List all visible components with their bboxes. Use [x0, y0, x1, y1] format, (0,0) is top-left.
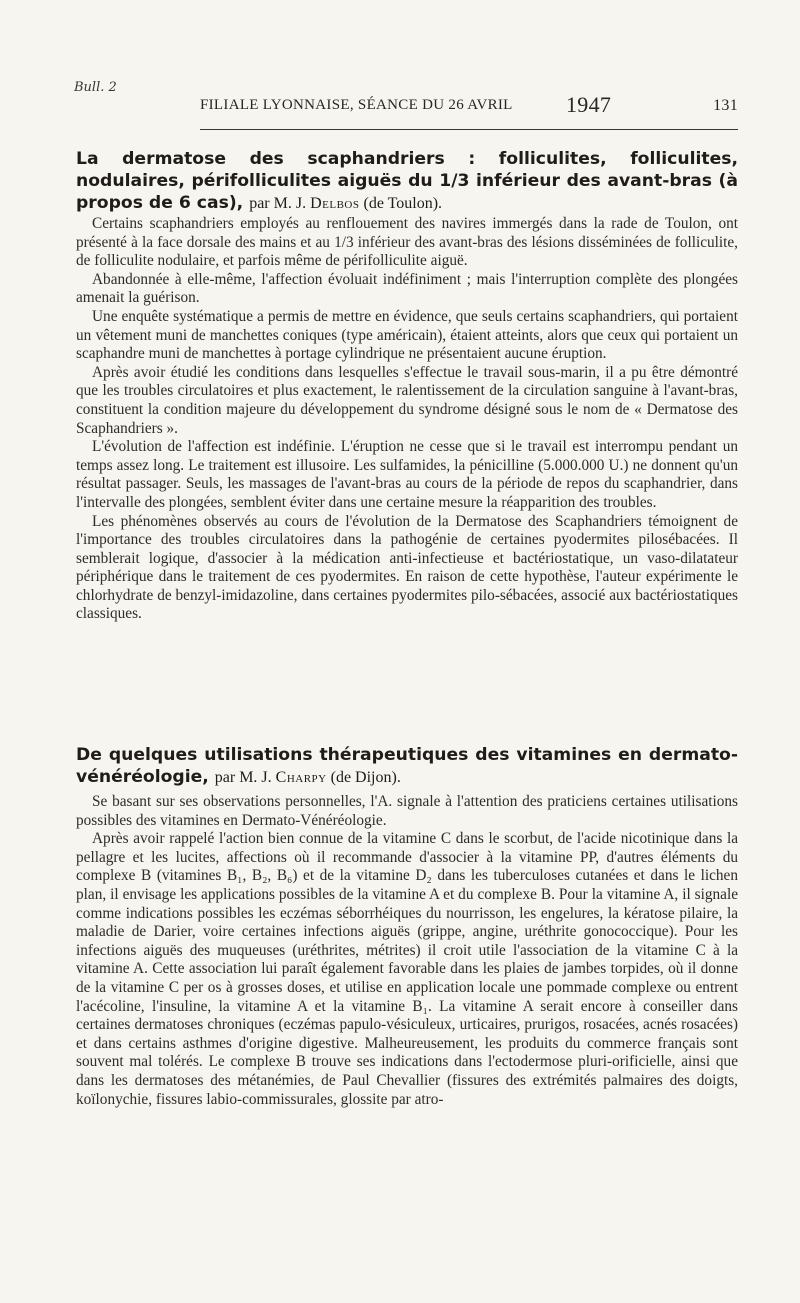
article-author [215, 769, 401, 786]
author-name: Delbos [310, 195, 360, 212]
paragraph: Une enquête systématique a permis de mettre en évidence, que seuls certains scaphandriers, qui portaient un vêtement muni de manchettes coniques (type américain), étaient atteints, alors que ceux qui portaient un scaphandre muni de manchettes à portage cylindrique ne présentaient aucune éruption. [76, 307, 738, 363]
article-title-text: La dermatose des scaphandriers : folliculites, folliculites, nodulaires, périfolliculites aiguës du 1/3 inférieur des avant-bras (à propos de 6 cas), [76, 149, 738, 213]
article-title-1 [76, 148, 738, 215]
article-title-2 [76, 744, 738, 789]
paragraph: Certains scaphandriers employés au renflouement des navires immergés dans la rade de Toulon, ont présenté à la face dorsale des mains et au 1/3 inférieur des avant-bras des lésions disséminées de folliculite, de folliculite nodulaire, et parfois même de périfolliculite aiguë. [76, 215, 738, 270]
article-author [249, 195, 442, 212]
paragraph: Abandonnée à elle-même, l'affection évoluait indéfiniment ; mais l'interruption complète des plongées amenait la guérison. [76, 270, 738, 307]
article-body-1 [76, 215, 738, 624]
paragraph: Après avoir étudié les conditions dans lesquelles s'effectue le travail sous-marin, il a pu être démontré que les troubles circulatoires et plus exactement, le ralentissement de la circulation sanguine à l'avant-bras, constituent la condition majeure du développement du syndrome désigné sous le nom de « Dermatose des Scaphandriers ». [76, 363, 738, 437]
running-header-year: 1947 [566, 92, 612, 117]
bulletin-label: Bull. 2 [74, 80, 117, 95]
author-name: Charpy [275, 769, 327, 786]
author-prefix: par M. J. [249, 195, 307, 212]
article-title-text: De quelques utilisations thérapeutiques des vitamines en dermato-vénéréologie, [76, 745, 738, 787]
paragraph: Se basant sur ses observations personnelles, l'A. signale à l'attention des praticiens certaines utilisations possibles des vitamines en Dermato-Vénéréologie. [76, 793, 738, 829]
author-place: (de Dijon). [330, 769, 401, 786]
header-rule [200, 129, 738, 130]
article-body-2 [76, 793, 738, 1109]
paragraph: Les phénomènes observés au cours de l'évolution de la Dermatose des Scaphandriers témoignent de l'importance des troubles circulatoires dans la pathogénie de certaines pyodermites pilosébacées. Il semblerait logique, d'associer à la médication anti-infectieuse et bactériostatique, un vaso-dilatateur périphérique dans le traitement de ces pyodermites. En raison de cette hypothèse, l'auteur expérimente le chlorhydrate de benzyl-imidazoline, dans certaines pyodermites pilo-sébacées, associé aux bactériostatiques classiques. [76, 512, 738, 623]
author-prefix: par M. J. [214, 769, 272, 786]
running-header-title: FILIALE LYONNAISE, SÉANCE DU 26 AVRIL [200, 97, 513, 113]
page-number: 131 [713, 97, 738, 114]
paragraph: L'évolution de l'affection est indéfinie. L'éruption ne cesse que si le travail est interrompu pendant un temps assez long. Le traitement est illusoire. Les sulfamides, la pénicilline (5.000.000 U.) ne donnent qu'un résultat passager. Seuls, les massages de l'avant-bras au cours de la période de repos du scaphandrier, dans l'intervalle des plongées, semblent éviter dans une certaine mesure la réapparition des troubles. [76, 438, 738, 511]
author-place: (de Toulon). [363, 195, 443, 212]
paragraph: Après avoir rappelé l'action bien connue de la vitamine C dans le scorbut, de l'acide nicotinique dans la pellagre et les lucites, affections où il recommande d'associer à la vitamine PP, d'autres éléments du complexe B (vitamines B₁, B₂, B₆) et de la vitamine D₂ dans les tuberculoses cutanées et dans le lichen plan, il envisage les applications possibles de la vitamine A et du complexe B. Pour la vitamine A, il signale comme indications possibles les eczémas séborrhéiques du nourrisson, les engelures, la kératose pilaire, la maladie de Darier, voire certaines infections aiguës (grippe, angine, uréthrite gonococcique). Pour les infections aiguës des muqueuses (uréthrites, métrites) il croit utile l'association de la vitamine C à la vitamine A. Cette association lui paraît également favorable dans les plaies de jambes torpides, où il donne de la vitamine C per os à grosses doses, et utilise en application locale une pommade complexe ou entrent l'acécoline, l'insuline, la vitamine A et la vitamine B₁. La vitamine A serait encore à conseiller dans certaines dermatoses chroniques (eczémas papulo-vésiculeux, urticaires, prurigos, rosacées, acnés rosacées) et dans certains asthmes d'origine digestive. Malheureusement, les produits du commerce français sont souvent mal tolérés. Le complexe B trouve ses indications dans l'ectodermose pluri-orificielle, ainsi que dans les dermatoses des métanémies, de Paul Chevallier (fissures des extrémités palmaires des doigts, koïlonychie, fissures labio-commissurales, glossite par atro- [76, 830, 738, 1108]
